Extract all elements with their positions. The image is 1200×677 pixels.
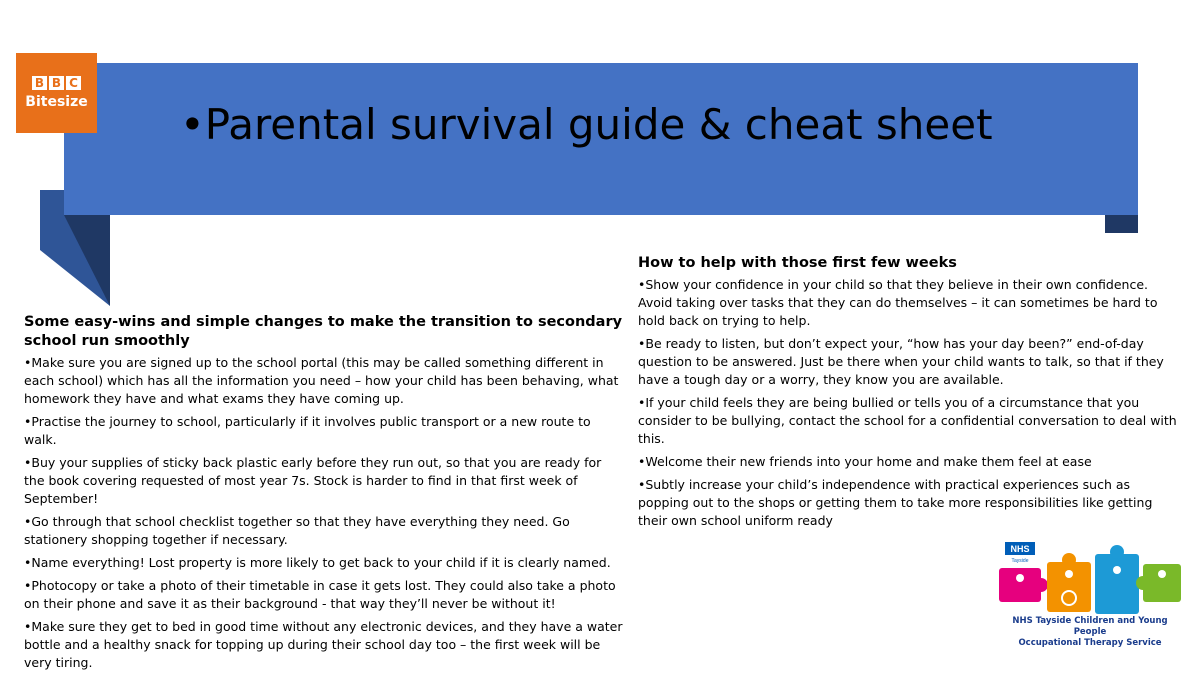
list-item: •Subtly increase your child’s independence with practical experiences such as popping out to the shops or getting them to take more responsibilities like getting their own school uniform ready: [638, 477, 1153, 528]
list-item: •Be ready to listen, but don’t expect your, “how has your day been?” end-of-day question to be answered. Just be there when your child wants to talk, so that if they have a tough day or a worry, they know you are available.: [638, 336, 1164, 387]
puzzle-knob-orange: [1062, 553, 1076, 567]
figure-head-icon: [1065, 570, 1073, 578]
nhs-caption-line2: Occupational Therapy Service: [1018, 638, 1162, 648]
nhs-logo-caption: [995, 616, 1185, 649]
list-item: •Make sure you are signed up to the school portal (this may be called something different in each school) which has all the information you need – how your child has been behaving, what homework they have and what exams they have coming up.: [24, 355, 619, 406]
left-heading: Some easy-wins and simple changes to make the transition to secondary school run smoothly: [24, 314, 623, 349]
list-item: •Welcome their new friends into your home and make them feel at ease: [638, 454, 1092, 469]
list-item: •Buy your supplies of sticky back plastic early before they run out, so that you are ready for the book covering requested of most year 7s. Stock is harder to find in that first week of September!: [24, 455, 602, 506]
bbc-block-b1: B: [32, 76, 47, 90]
list-item: •Photocopy or take a photo of their timetable in case it gets lost. They could also take a photo on their phone and save it as their background - that way they’ll never be without it!: [24, 578, 616, 611]
figure-head-icon: [1158, 570, 1166, 578]
list-item: •Name everything! Lost property is more likely to get back to your child if it is clearly named.: [24, 555, 611, 570]
title-bullet: •: [180, 100, 205, 149]
list-item: •Make sure they get to bed in good time without any electronic devices, and they have a water bottle and a healthy snack for topping up during their school day too – the first week will be very tiring.: [24, 619, 623, 670]
bbc-block-c: C: [66, 76, 81, 90]
nhs-caption-line1: NHS Tayside Children and Young People: [1012, 616, 1168, 637]
list-item: •Practise the journey to school, particularly if it involves public transport or a new route to walk.: [24, 414, 591, 447]
list-item: •Go through that school checklist together so that they have everything they need. Go stationery shopping together if necessary.: [24, 514, 570, 547]
puzzle-pieces: [999, 545, 1181, 614]
nhs-region-text: Tayside: [1011, 558, 1029, 564]
bbc-bitesize-logo: [16, 53, 97, 133]
puzzle-piece-blue: [1095, 554, 1139, 614]
banner-right-fold: [1105, 215, 1138, 233]
page-title: [180, 100, 993, 149]
figure-head-icon: [1016, 574, 1024, 582]
right-heading: How to help with those first few weeks: [638, 255, 957, 271]
puzzle-knob-pink: [1034, 578, 1048, 592]
bbc-block-b2: B: [49, 76, 64, 90]
title-text: Parental survival guide & cheat sheet: [204, 100, 993, 149]
bitesize-label: Bitesize: [25, 94, 88, 110]
figure-head-icon: [1113, 566, 1121, 574]
list-item: •Show your confidence in your child so that they believe in their own confidence. Avoid taking over tasks that they can do themselves – it can sometimes be hard to hold back on trying to help.: [638, 277, 1158, 328]
puzzle-knob-green: [1136, 576, 1150, 590]
bbc-blocks: [32, 76, 81, 90]
nhs-badge-text: NHS: [1010, 544, 1030, 554]
list-item: •If your child feels they are being bullied or tells you of a circumstance that you consider to be bullying, contact the school for a confidential conversation to deal with this.: [638, 395, 1177, 446]
right-section: [638, 254, 1178, 535]
puzzle-knob-blue: [1110, 545, 1124, 559]
left-section: [24, 313, 624, 677]
